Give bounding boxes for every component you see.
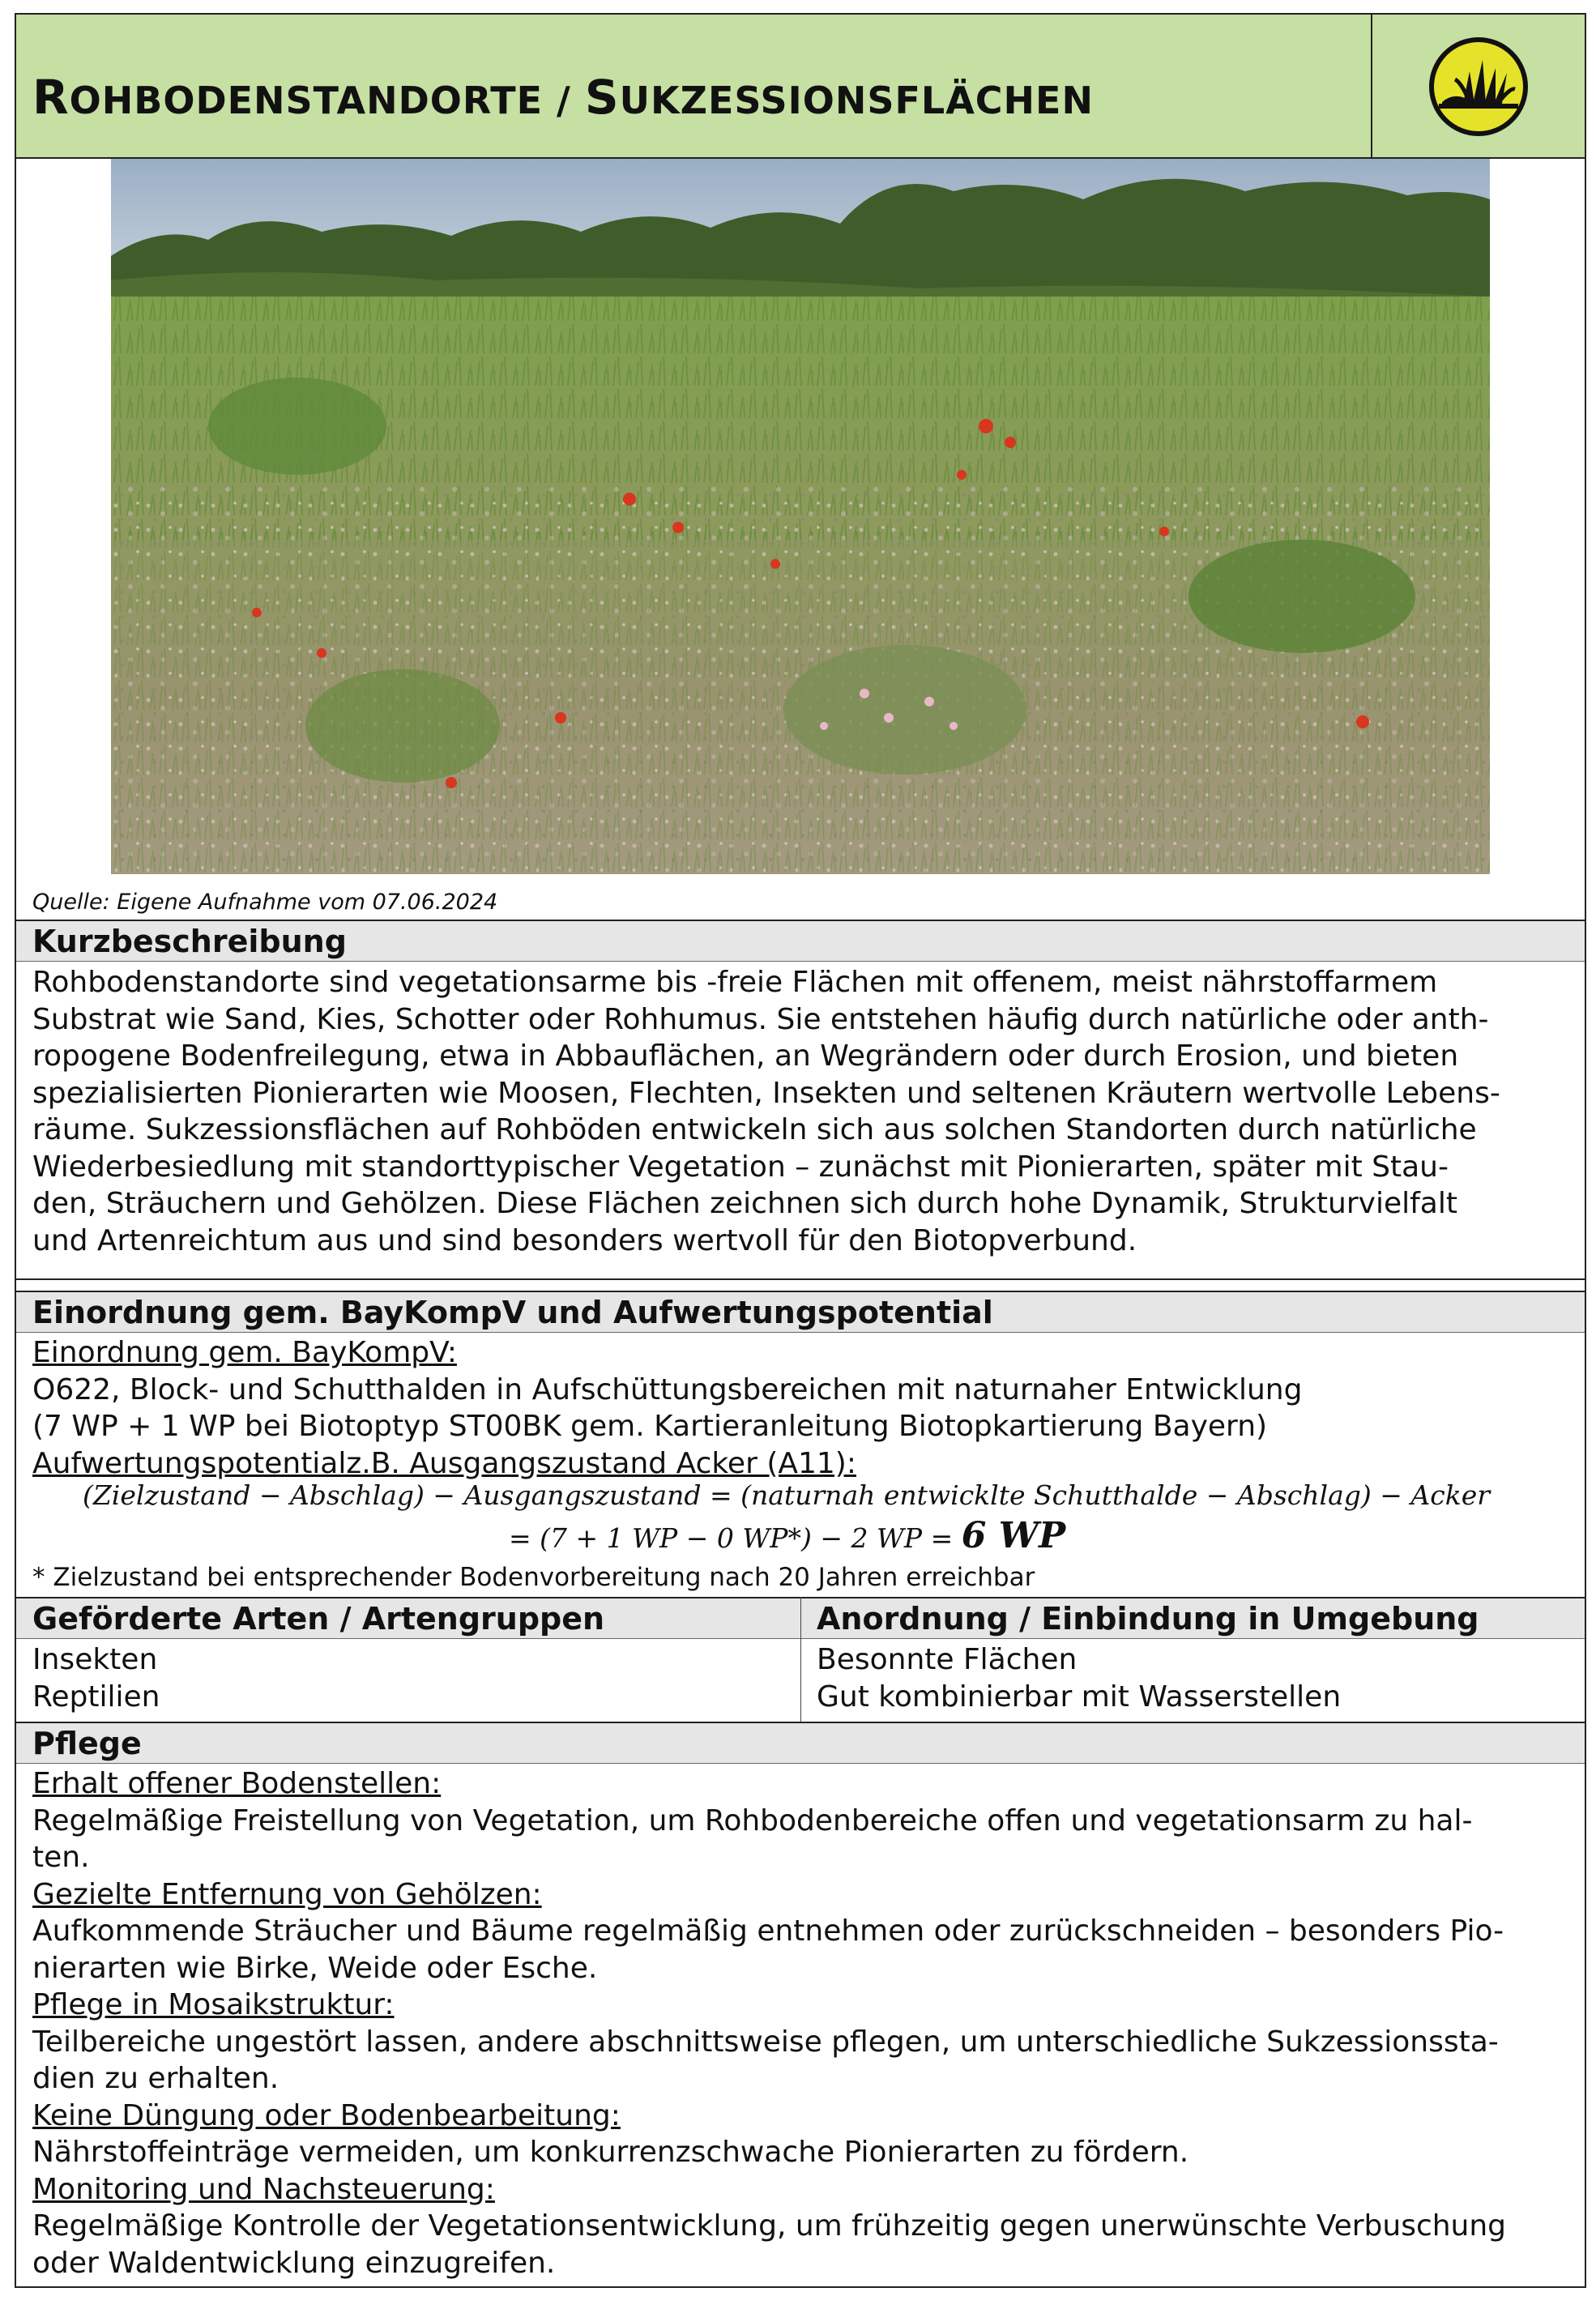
arten-list [32,1641,160,1715]
fact-sheet [15,13,1586,2288]
section-heading: Einordnung gem. BayKompV und Aufwertungspotential [32,1295,993,1330]
formula-line-2 [509,1515,1065,1556]
list-item: Reptilien [32,1679,160,1714]
divider [16,1278,1585,1280]
title-initial-1: R [32,70,70,125]
section-heading-anordnung: Anordnung / Einbindung in Umgebung [817,1601,1479,1637]
list-item: Gut kombinierbar mit Wasserstellen [817,1679,1342,1714]
page-title [32,70,1094,125]
text-line: ten. [32,1841,90,1874]
anordnung-list [817,1641,1341,1715]
header [16,15,1585,159]
text-line: Wiederbesiedlung mit standorttypischer Vegetation – zunächst mit Pionierarten, später mit Stau- [32,1150,1449,1184]
subheading: Monitoring und Nachsteuerung: [32,2172,495,2206]
text-line: nierarten wie Birke, Weide oder Esche. [32,1951,598,1985]
text-line: Nährstoffeinträge vermeiden, um konkurrenzschwache Pionierarten zu fördern. [32,2136,1189,2169]
photo-caption: Quelle: Eigene Aufnahme vom 07.06.2024 [32,890,498,915]
text-line: Rohbodenstandorte sind vegetationsarme bis -freie Flächen mit offenem, meist nährstoffarmem [32,966,1438,999]
meadow-illustration [111,159,1490,874]
text-line: Teilbereiche ungestört lassen, andere abschnittsweise pflegen, um unterschiedliche Sukzessionssta- [32,2025,1499,2059]
text-line: oder Waldentwicklung einzugreifen. [32,2246,556,2280]
subheading: Einordnung gem. BayKompV: [32,1336,457,1369]
section-heading: Pflege [32,1726,142,1761]
text-line: (7 WP + 1 WP bei Biotoptyp ST00BK gem. Kartieranleitung Biotopkartierung Bayern) [32,1410,1268,1443]
text-line: und Artenreichtum aus und sind besonders wertvoll für den Biotopverbund. [32,1223,1137,1257]
section-einordnung-header [16,1291,1585,1333]
text-line: dien zu erhalten. [32,2062,280,2095]
list-item: Insekten [32,1643,158,1676]
formula-result: 6 WP [961,1515,1066,1556]
einordnung-text [32,1334,1302,1482]
kurzbeschreibung-text [32,964,1500,1259]
subheading: Aufwertungspotentialz.B. Ausgangszustand Acker (A11): [32,1446,856,1480]
text-line: Regelmäßige Freistellung von Vegetation, um Rohbodenbereiche offen und vegetationsarm zu hal- [32,1803,1473,1837]
logo-cell [1371,15,1585,157]
pflege-text [32,1765,1506,2281]
text-line: O622, Block- und Schutthalden in Aufschüttungsbereichen mit naturnaher Entwicklung [32,1372,1303,1406]
subheading: Keine Düngung oder Bodenbearbeitung: [32,2098,621,2132]
title-rest-2: UKZESSIONSFLÄCHEN [619,79,1094,122]
formula-line-1: (Zielzustand − Abschlag) − Ausgangszustand = (naturnah entwicklte Schutthalde − Abschlag) − Acker [83,1479,1490,1511]
title-initial-2: S [584,70,620,125]
section-pflege-header [16,1722,1585,1764]
footnote: * Zielzustand bei entsprechender Bodenvorbereitung nach 20 Jahren erreichbar [32,1563,1035,1592]
subheading: Erhalt offener Bodenstellen: [32,1767,442,1800]
section-heading-arten: Geförderte Arten / Artengruppen [32,1601,605,1637]
text-line: spezialisierten Pionierarten wie Moosen, Flechten, Insekten und seltenen Kräutern wertvolle Lebens- [32,1076,1500,1110]
text-line: ropogene Bodenfreilegung, etwa in Abbauflächen, an Wegrändern oder durch Erosion, und bieten [32,1039,1459,1073]
subheading: Gezielte Entfernung von Gehölzen: [32,1877,542,1911]
text-line: den, Sträuchern und Gehölzen. Diese Flächen zeichnen sich durch hohe Dynamik, Strukturvielfalt [32,1187,1457,1220]
text-line: Substrat wie Sand, Kies, Schotter oder Rohhumus. Sie entstehen häufig durch natürliche oder anth- [32,1002,1489,1036]
section-kurzbeschreibung-header [16,920,1585,962]
section-heading: Kurzbeschreibung [32,924,347,959]
site-photo [111,159,1490,874]
formula-expression: = (7 + 1 WP − 0 WP*) − 2 WP = [509,1522,962,1554]
text-line: Regelmäßige Kontrolle der Vegetationsentwicklung, um frühzeitig gegen unerwünschte Verbuschung [32,2209,1507,2243]
column-divider [800,1597,801,1722]
title-rest-1: OHBODENSTANDORTE / [69,79,585,122]
text-line: räume. Sukzessionsflächen auf Rohböden entwickeln sich aus solchen Standorten durch natürliche [32,1113,1477,1146]
text-line: Aufkommende Sträucher und Bäume regelmäßig entnehmen oder zurückschneiden – besonders Pio- [32,1914,1504,1948]
grass-soil-icon [1372,15,1585,157]
list-item: Besonnte Flächen [817,1643,1078,1676]
subheading: Pflege in Mosaikstruktur: [32,1988,395,2021]
